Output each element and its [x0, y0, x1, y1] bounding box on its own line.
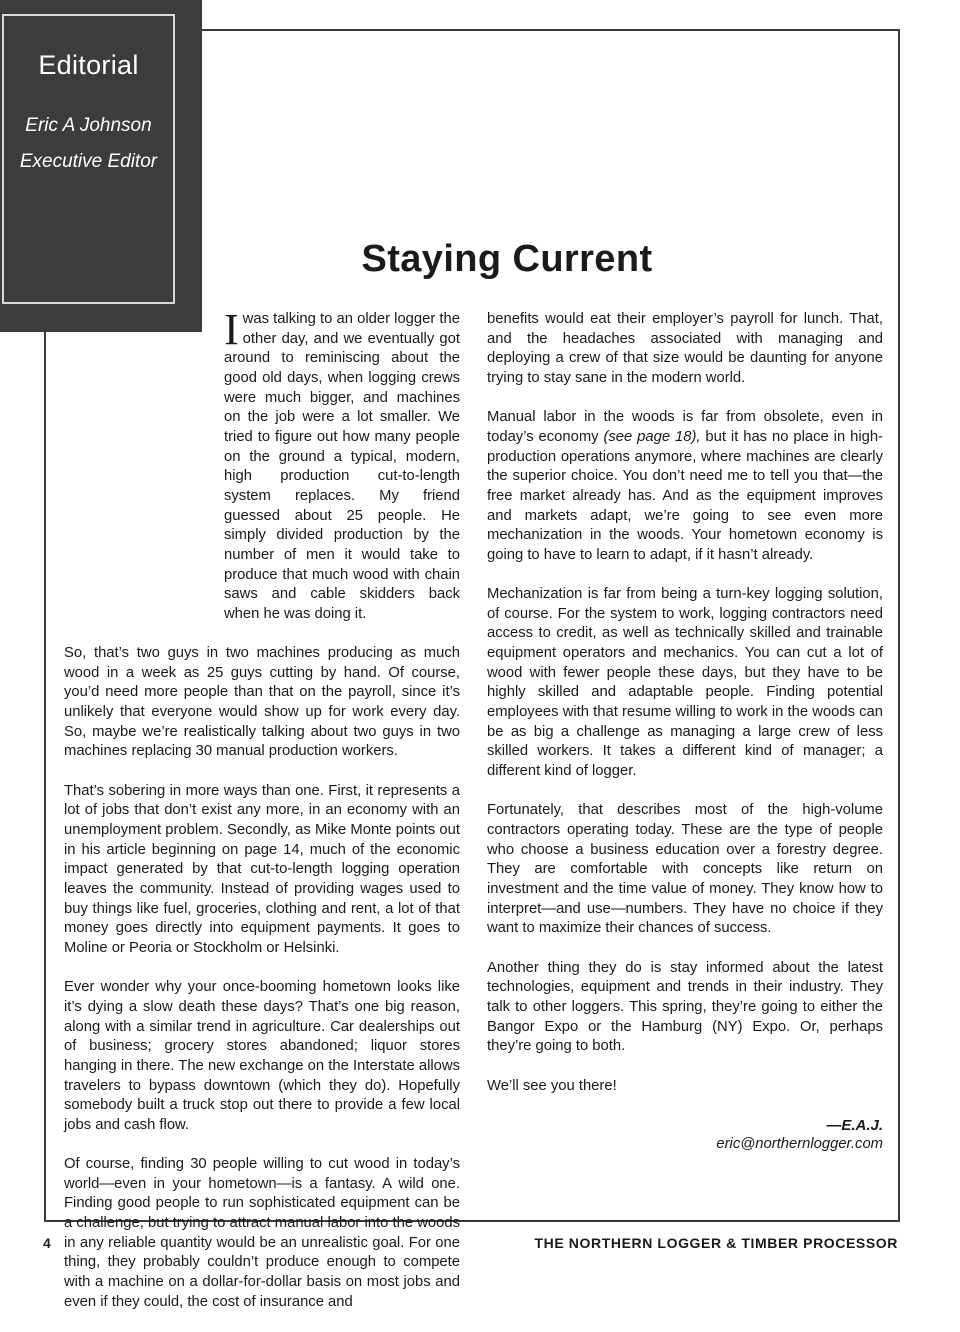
paragraph: Mechanization is far from being a turn-key logging solution, of course. For the system to work, logging contractors need access to credit, as well as technically skilled and trainable equipment operators and mechanics. You can cut a lot of wood with fewer people these days, but they have to be highly skilled and adaptable people. Finding potential employees with that resume willing to work in the woods can be as big a challenge as managing a large crew of less skilled workers. It takes a different kind of manager; a different kind of logger. — [487, 586, 883, 780]
signature-initials: —E.A.J. — [826, 1116, 883, 1134]
masthead-box — [2, 14, 175, 304]
author-title: Executive Editor — [19, 151, 158, 172]
editorial-masthead — [0, 0, 202, 332]
page-reference: (see page 18), — [603, 428, 701, 445]
paragraph: We’ll see you there! — [487, 1077, 617, 1094]
text-run: Manual labor in the woods is far from obsolete, even in today’s economy — [487, 409, 883, 445]
text-run: but it has no place in high-production operations anymore, where machines are clearly the superior choice. You don’t need me to tell you that—the free market already has. And as the equipment improves and markets adapt, we’re going to see even more mechanization in the woods. Your hometown economy is going to have to learn to adapt, if it hasn’t already. — [487, 428, 883, 563]
article-headline: Staying Current — [361, 238, 653, 280]
paragraph — [487, 408, 883, 565]
lead-text: was talking to an older logger the other day, and we eventually got around to reminiscing about the good old days, when logging crews were much bigger, and machines on the job were a lot smaller. We tried to figure out how many people on the ground a typical, modern, high production cut-to-length system replaces. My friend guessed about 25 people. He simply divided production by the number of men it would take to produce that much wood with chain saws and cable skidders back when he was doing it. — [224, 311, 460, 622]
author-block — [4, 108, 173, 180]
paragraph: benefits would eat their employer’s payroll for lunch. That, and the headaches associated with managing and deploying a crew of that size would be daunting for anyone trying to stay sane in the modern world. — [487, 311, 883, 386]
paragraph: Ever wonder why your once-booming hometown looks like it’s dying a slow death these days? That’s one big reason, along with a similar trend in agriculture. Car dealerships out of business; grocery stores abandoned; liquor stores hanging in there. The new exchange on the Interstate allows travelers to bypass downtown (which they do). Hopefully somebody built a truck stop out there to provide a few local jobs and cash flow. — [64, 979, 460, 1133]
author-name: Eric A Johnson — [25, 115, 152, 136]
signature-email: eric@northernlogger.com — [716, 1136, 883, 1153]
section-title: Editorial — [38, 50, 139, 80]
signature-block — [487, 1116, 883, 1155]
article-column-left — [64, 305, 460, 1332]
paragraph: That’s sobering in more ways than one. First, it represents a lot of jobs that don’t exist any more, in an economy with an unemployment problem. Secondly, as Mike Monte points out in his article beginning on page 14, much of the economic impact generated by that cut-to-length logging operation leaves the community. Instead of providing wages used to buy things like fuel, groceries, clothing and rent, a lot of that money goes directly into equipment payments. It goes to Moline or Peoria or Stockholm or Helsinki. — [64, 782, 460, 956]
paragraph: So, that’s two guys in two machines producing as much wood in a week as 25 guys cutting by hand. Of course, you’d need more people than that on the payroll, since it’s unlikely that everyone would show up for work every day. So, maybe we’re realistically talking about two guys in two machines replacing 30 manual production workers. — [64, 645, 460, 760]
lead-paragraph — [224, 305, 460, 625]
paragraph: Fortunately, that describes most of the high-volume contractors operating today. These are the type of people who choose a business education over a forestry degree. They are comfortable with concepts like return on investment and the time value of money. They know how to interpret—and use—numbers. They have no choice if they want to maximize their chances of success. — [487, 802, 883, 937]
article-column-right — [487, 310, 883, 1155]
paragraph: Another thing they do is stay informed about the latest technologies, equipment and trends in their industry. They talk to other loggers. This spring, they’re going to either the Bangor Expo or the Hamburg (NY) Expo. Or, perhaps they’re going to both. — [487, 959, 883, 1055]
drop-cap: I — [224, 305, 239, 354]
page-number: 4 — [43, 1235, 51, 1251]
publication-title: THE NORTHERN LOGGER & TIMBER PROCESSOR — [534, 1235, 898, 1251]
paragraph: Of course, finding 30 people willing to cut wood in today’s world—even in your hometown—is a fantasy. A wild one. Finding good people to run sophisticated equipment can be a challenge, but trying to attract manual labor into the woods in any reliable quantity would be an unrealistic goal. For one thing, they probably couldn’t produce enough to compete with a machine on a dollar-for-dollar basis on most jobs and even if they could, the cost of insurance and — [64, 1156, 460, 1310]
